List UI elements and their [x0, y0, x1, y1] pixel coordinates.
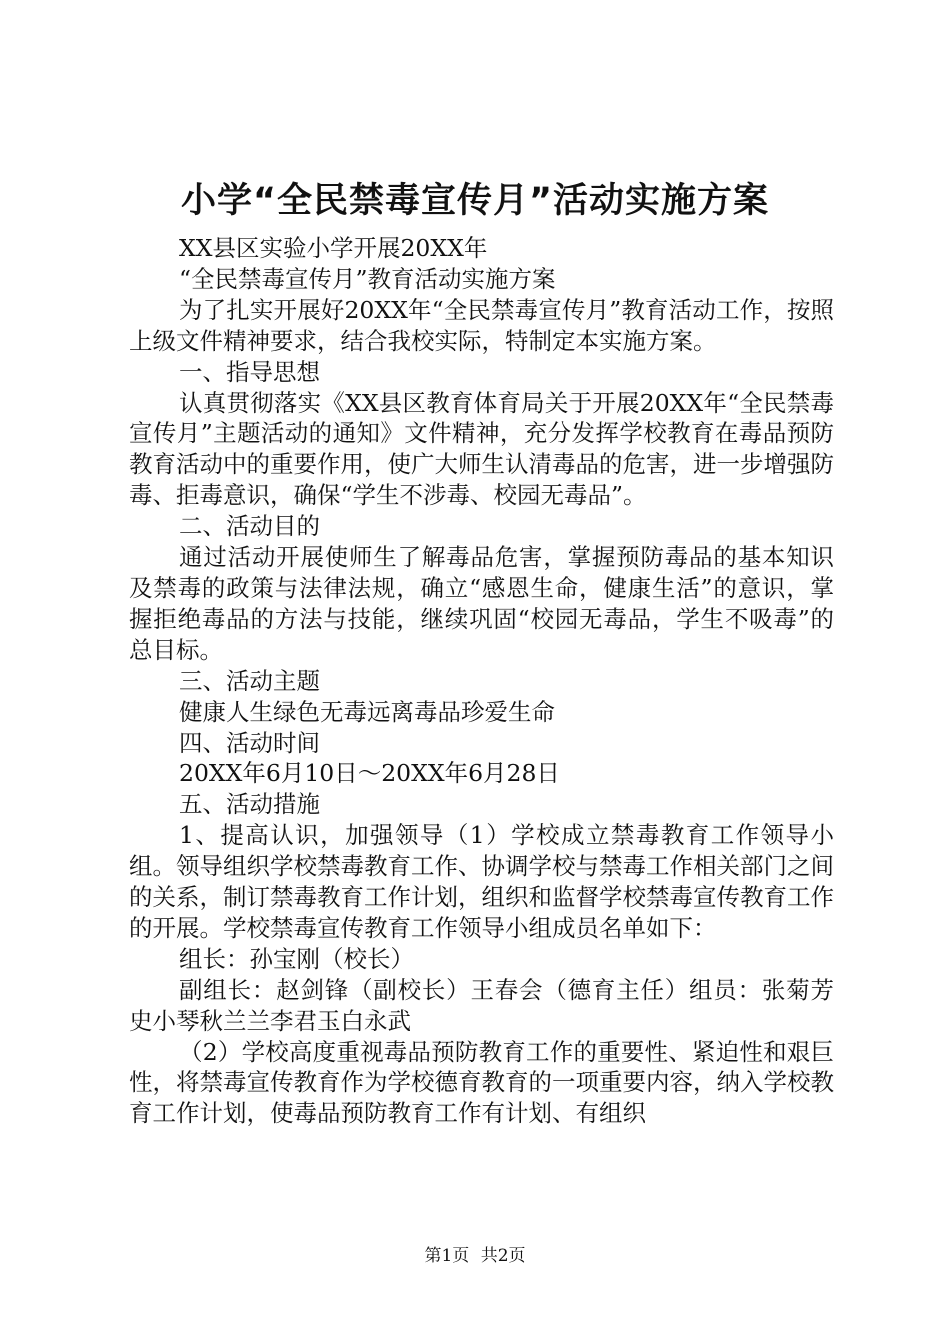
paragraph-school-heading: XX县区实验小学开展20XX年 — [179, 234, 488, 262]
paragraph-measures-2: （2）学校高度重视毒品预防教育工作的重要性、紧迫性和艰巨性，将禁毒宣传教育作为学校德育教育的一项重要内容，纳入学校教育工作计划，使毒品预防教育工作有计划、有组织 — [129, 1037, 834, 1128]
page-footer — [0, 1241, 950, 1266]
document-body — [129, 233, 834, 1129]
paragraph-measures-1: 1、提高认识，加强领导（1）学校成立禁毒教育工作领导小组。领导组织学校禁毒教育工作、协调学校与禁毒工作相关部门之间的关系，制订禁毒教育工作计划，组织和监督学校禁毒宣传教育工作的开展。学校禁毒宣传教育工作领导小组成员名单如下： — [129, 821, 834, 942]
section-heading-theme: 三、活动主题 — [179, 666, 320, 695]
paragraph-group-members: 副组长：赵剑锋（副校长）王春会（德育主任）组员：张菊芳史小琴秋兰兰李君玉白永武 — [129, 975, 834, 1035]
section-heading-time: 四、活动时间 — [179, 728, 320, 757]
paragraph-group-leader: 组长：孙宝刚（校长） — [179, 944, 414, 973]
paragraph-plan-heading: “全民禁毒宣传月”教育活动实施方案 — [179, 264, 556, 293]
paragraph-intro: 为了扎实开展好20XX年“全民禁毒宣传月”教育活动工作，按照上级文件精神要求，结合我校实际，特制定本实施方案。 — [129, 295, 834, 355]
section-heading-guiding-thought: 一、指导思想 — [179, 357, 320, 386]
paragraph-theme: 健康人生绿色无毒远离毒品珍爱生命 — [179, 697, 555, 726]
section-heading-measures: 五、活动措施 — [179, 790, 320, 819]
page-number: 第1页 — [424, 1246, 470, 1266]
section-heading-purpose: 二、活动目的 — [179, 512, 320, 541]
paragraph-purpose: 通过活动开展使师生了解毒品危害，掌握预防毒品的基本知识及禁毒的政策与法律法规，确立“感恩生命，健康生活”的意识，掌握拒绝毒品的方法与技能，继续巩固“校园无毒品，学生不吸毒”的总目标。 — [129, 543, 834, 664]
paragraph-guiding-thought: 认真贯彻落实《XX县区教育体育局关于开展20XX年“全民禁毒宣传月”主题活动的通知》文件精神，充分发挥学校教育在毒品预防教育活动中的重要作用，使广大师生认清毒品的危害，进一步增强防毒、拒毒意识，确保“学生不涉毒、校园无毒品”。 — [129, 388, 834, 510]
document-title: 小学“全民禁毒宣传月”活动实施方案 — [180, 181, 769, 221]
paragraph-time: 20XX年6月10日～20XX年6月28日 — [179, 759, 560, 788]
page-total: 共2页 — [480, 1246, 526, 1266]
